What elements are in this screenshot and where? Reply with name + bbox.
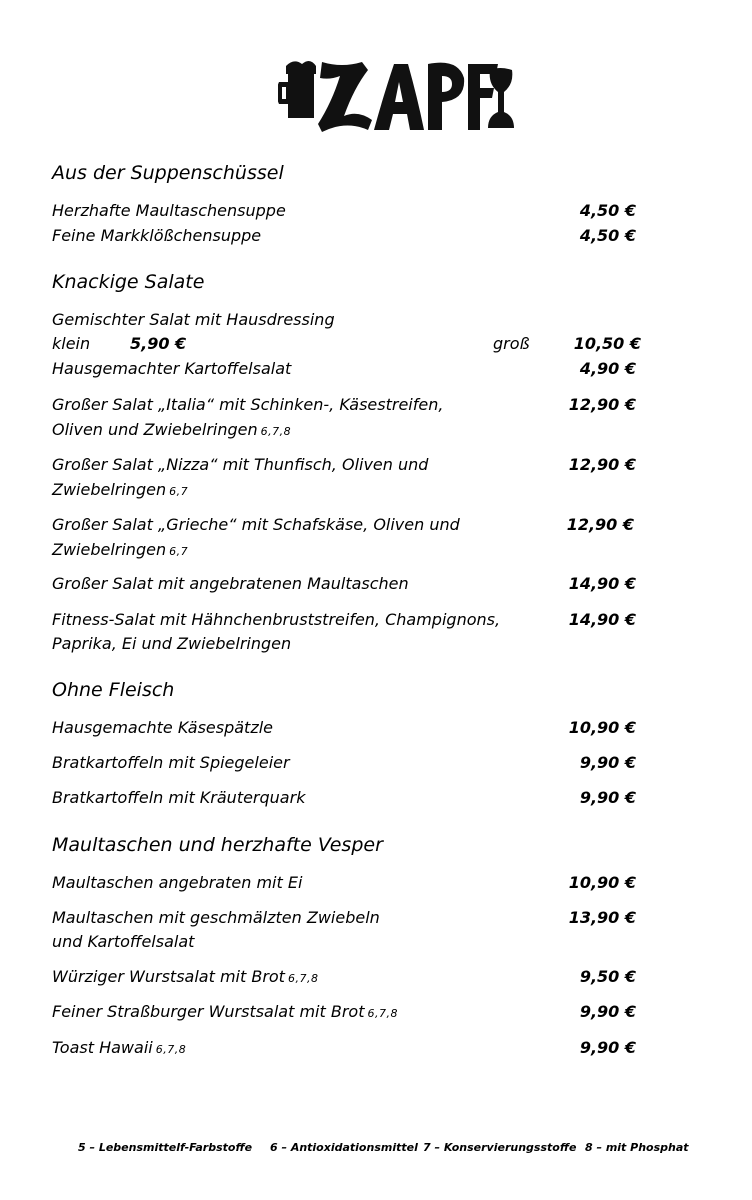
menu-item-price: 4,50 €: [579, 226, 636, 245]
menu-item-name: Großer Salat „Grieche“ mit Schafskäse, Oliven und: [52, 515, 460, 534]
menu-item-price: 13,90 €: [568, 908, 636, 927]
size-label-large: groß: [493, 334, 530, 353]
menu-item-name: Großer Salat „Italia“ mit Schinken-, Käsestreifen,: [52, 395, 444, 414]
additives: 6,7: [169, 485, 189, 498]
menu-item-price: 10,90 €: [568, 718, 636, 737]
section-title-salate: Knackige Salate: [52, 271, 205, 293]
footer-note: 6 – Antioxidationsmittel: [270, 1141, 418, 1154]
menu-item-name: Großer Salat „Nizza“ mit Thunfisch, Oliven und: [52, 455, 429, 474]
menu-item-name: Hausgemachter Kartoffelsalat: [52, 359, 292, 378]
menu-item-name: Feiner Straßburger Wurstsalat mit Brot 6,7,8: [52, 1002, 398, 1021]
menu-item-name: Toast Hawaii 6,7,8: [52, 1038, 187, 1057]
footer-note: 7 – Konservierungsstoffe: [423, 1141, 577, 1154]
beer-mug-icon: [278, 61, 316, 118]
additives: 6,7,8: [367, 1007, 398, 1020]
menu-item-name-cont: Paprika, Ei und Zwiebelringen: [52, 634, 292, 653]
footer-note: 5 – Lebensmittelf-Farbstoffe: [78, 1141, 253, 1154]
menu-item-name: Fitness-Salat mit Hähnchenbruststreifen, Champignons,: [52, 610, 501, 629]
menu-item-name-cont: und Kartoffelsalat: [52, 932, 195, 951]
menu-item-price: 12,90 €: [568, 455, 636, 474]
menu-item-price-small: 5,90 €: [130, 334, 187, 353]
menu-item-price: 4,90 €: [579, 359, 636, 378]
zapf-logo: [278, 52, 514, 138]
menu-item-price-large: 10,50 €: [573, 334, 641, 353]
menu-item-name: Würziger Wurstsalat mit Brot 6,7,8: [52, 967, 319, 986]
section-title-suppen: Aus der Suppenschüssel: [52, 162, 284, 184]
menu-item-name: Gemischter Salat mit Hausdressing: [52, 310, 335, 329]
additives: 6,7,8: [287, 972, 319, 985]
menu-item-name: Maultaschen angebraten mit Ei: [52, 873, 303, 892]
menu-item-price: 14,90 €: [568, 574, 636, 593]
menu-item-name: Bratkartoffeln mit Spiegeleier: [52, 753, 290, 772]
section-title-vesper: Maultaschen und herzhafte Vesper: [52, 834, 383, 856]
menu-item-name: Maultaschen mit geschmälzten Zwiebeln: [52, 908, 380, 927]
additives: 6,7,8: [155, 1043, 187, 1056]
additives: 6,7,8: [260, 425, 292, 438]
menu-item-name: Großer Salat mit angebratenen Maultaschen: [52, 574, 409, 593]
menu-item-price: 4,50 €: [579, 201, 636, 220]
footer-note: 8 – mit Phosphat: [585, 1141, 689, 1154]
menu-item-price: 9,90 €: [579, 1038, 636, 1057]
menu-item-name: Herzhafte Maultaschensuppe: [52, 201, 286, 220]
menu-item-price: 10,90 €: [568, 873, 636, 892]
menu-item-name-cont: Zwiebelringen 6,7: [52, 540, 189, 559]
menu-item-price: 9,90 €: [579, 788, 636, 807]
menu-item-name: Hausgemachte Käsespätzle: [52, 718, 274, 737]
menu-item-price: 14,90 €: [568, 610, 636, 629]
size-label-small: klein: [52, 334, 91, 353]
menu-item-name: Bratkartoffeln mit Kräuterquark: [52, 788, 306, 807]
menu-item-price: 9,50 €: [579, 967, 636, 986]
menu-item-price: 12,90 €: [568, 395, 636, 414]
menu-item-name-cont: Zwiebelringen 6,7: [52, 480, 189, 499]
menu-item-price: 9,90 €: [579, 753, 636, 772]
section-title-vegetarisch: Ohne Fleisch: [52, 679, 175, 701]
additives: 6,7: [169, 545, 189, 558]
menu-item-name-cont: Oliven und Zwiebelringen 6,7,8: [52, 420, 292, 439]
menu-item-name: Feine Markklößchensuppe: [52, 226, 262, 245]
menu-item-price: 9,90 €: [579, 1002, 636, 1021]
menu-item-price: 12,90 €: [566, 515, 634, 534]
